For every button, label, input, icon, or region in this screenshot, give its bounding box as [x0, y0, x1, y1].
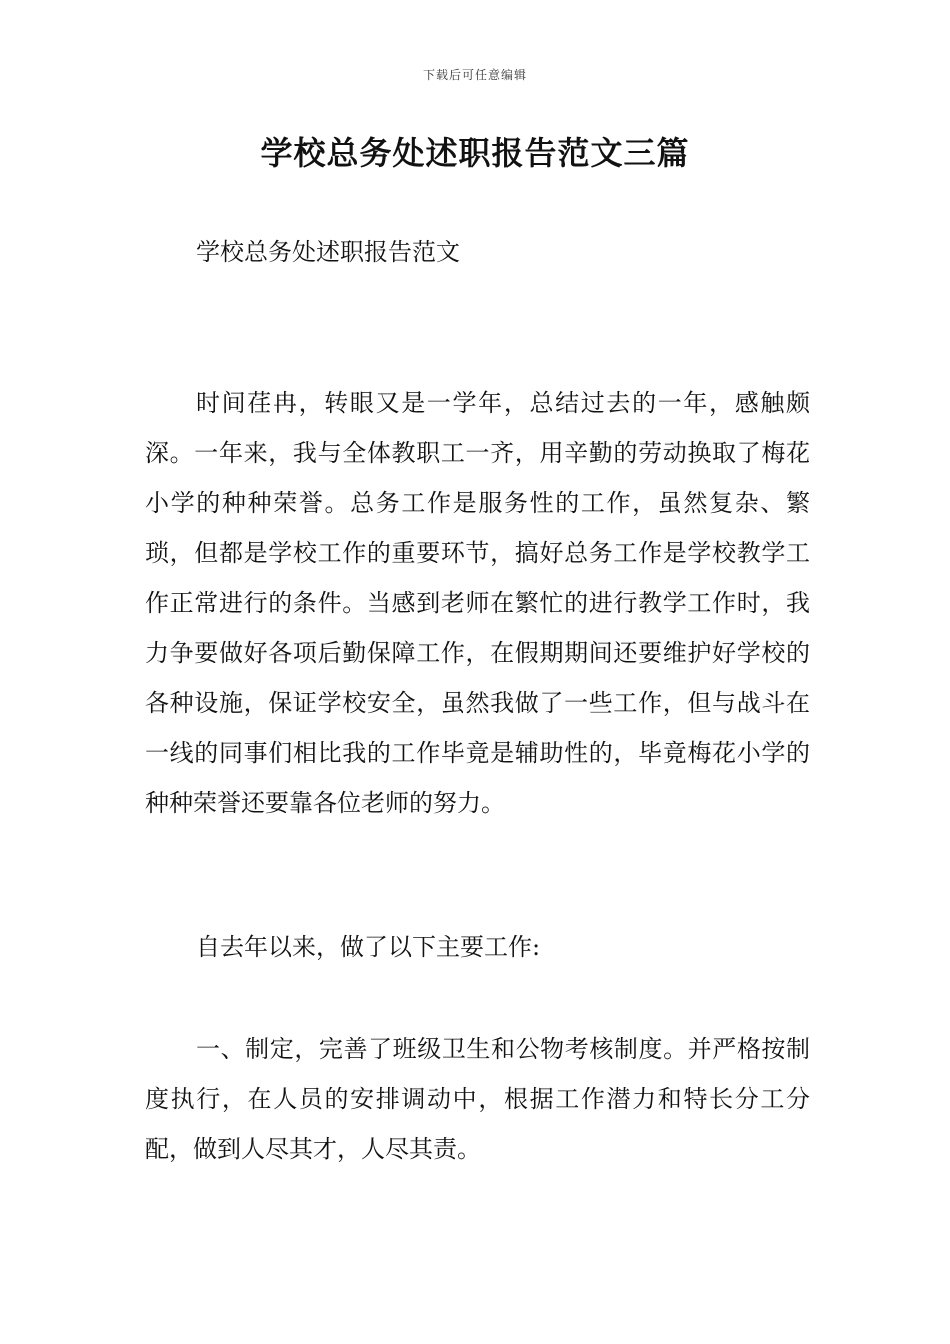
header-note: 下载后可任意编辑	[422, 68, 527, 82]
paragraph-work-heading: 自去年以来，做了以下主要工作:	[196, 933, 541, 961]
paragraph-item-one: 一、制定，完善了班级卫生和公物考核制度。并严格按制度执行，在人员的安排调动中，根据工作潜力和特长分工分配，做到人尽其才，人尽其责。	[145, 1035, 810, 1163]
paragraph-intro: 时间荏冉，转眼又是一学年，总结过去的一年，感触颇深。一年来，我与全体教职工一齐，用辛勤的劳动换取了梅花小学的种种荣誉。总务工作是服务性的工作，虽然复杂、繁琐，但都是学校工作的重要环节，搞好总务工作是学校教学工作正常进行的条件。当感到老师在繁忙的进行教学工作时，我力争要做好各项后勤保障工作，在假期期间还要维护好学校的各种设施，保证学校安全，虽然我做了一些工作，但与战斗在一线的同事们相比我的工作毕竟是辅助性的，毕竟梅花小学的种种荣誉还要靠各位老师的努力。	[145, 389, 810, 817]
page-title: 学校总务处述职报告范文三篇	[260, 134, 690, 172]
document-subtitle: 学校总务处述职报告范文	[196, 238, 460, 266]
